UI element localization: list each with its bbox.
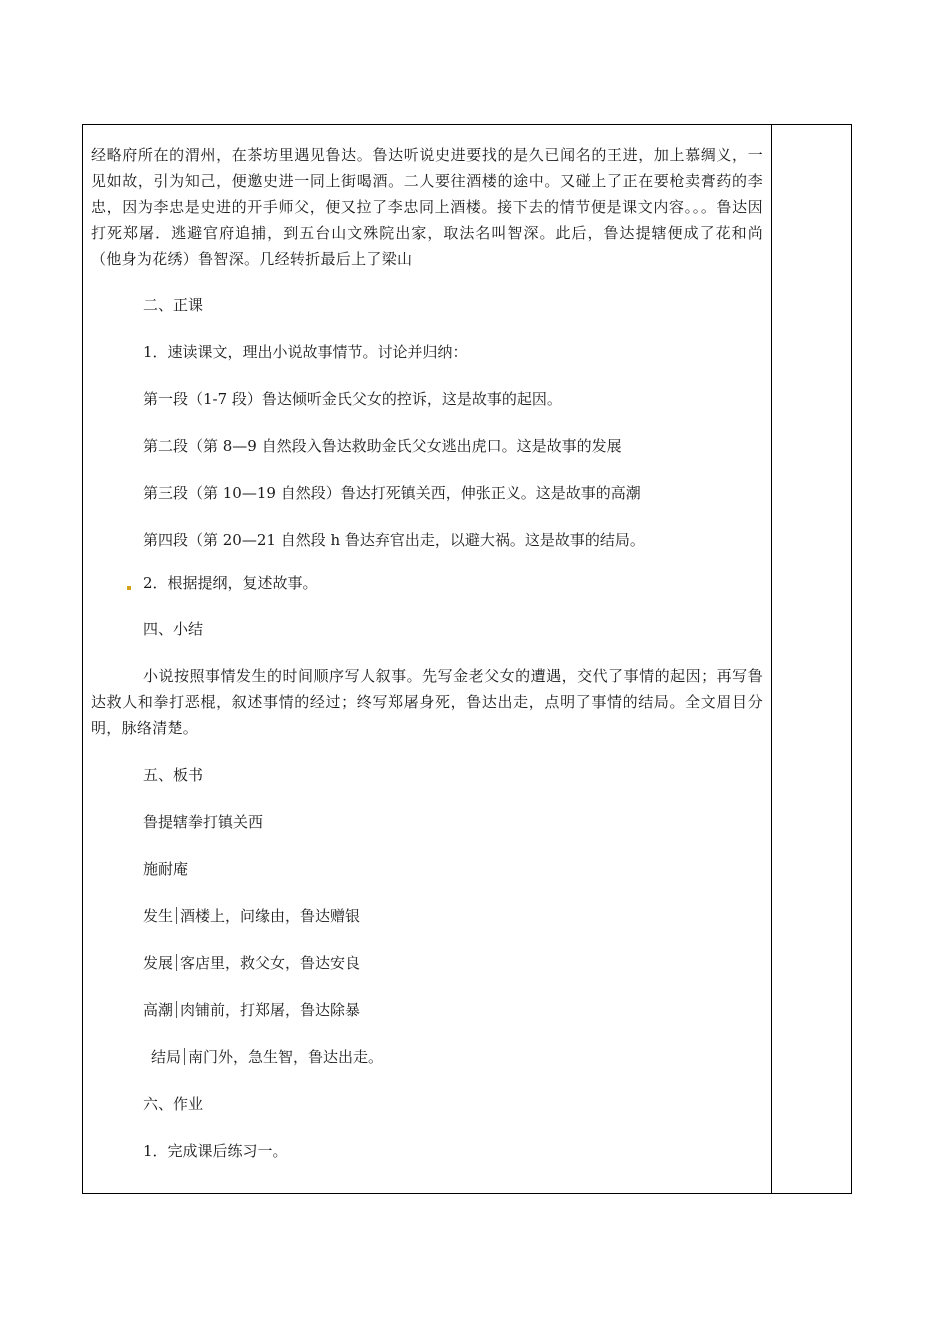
summary-paragraph: 小说按照事情发生的时间顺序写人叙事。先写金老父女的遭遇，交代了事情的起因；再写鲁达救人和拳打恶棍，叙述事情的经过；终写郑屠身死，鲁达出走，点明了事情的结局。全文眉目分明，脉络清楚。 bbox=[91, 667, 763, 737]
lesson-table bbox=[82, 124, 852, 1194]
section-title-board: 五、板书 bbox=[143, 766, 204, 784]
board-row-development bbox=[91, 950, 763, 976]
section-title-main-lesson: 二、正课 bbox=[143, 296, 204, 314]
segment-1: 第一段（1-7 段）鲁达倾听金氏父女的控诉，这是故事的起因。 bbox=[143, 390, 562, 408]
segment-4: 第四段（第 20—21 自然段 h 鲁达弃官出走，以避大祸。这是故事的结局。 bbox=[143, 531, 645, 549]
segment-2: 第二段（第 8—9 自然段入鲁达救助金氏父女逃出虎口。这是故事的发展 bbox=[143, 437, 622, 455]
section-title-summary: 四、小结 bbox=[143, 620, 204, 638]
lesson-content bbox=[91, 142, 763, 1164]
board-author: 施耐庵 bbox=[143, 860, 189, 878]
board-separator bbox=[176, 954, 177, 971]
board-row-label: 发展 bbox=[143, 954, 174, 972]
homework-1: 1．完成课后练习一。 bbox=[143, 1142, 288, 1160]
intro-paragraph: 经略府所在的渭州，在茶坊里遇见鲁达。鲁达听说史进要找的是久已闻名的王进，加上慕绸义，一见如故，引为知己，便邀史进一同上街喝酒。二人要往酒楼的途中。又碰上了正在要枪卖膏药的李忠，因为李忠是史进的开手师父，便又拉了李忠同上酒楼。接下去的情节便是课文内容。。。鲁达因打死郑屠．逃避官府追捕，到五台山文殊院出家，取法名叫智深。此后，鲁达提辖便成了花和尚（他身为花绣）鲁智深。几经转折最后上了梁山 bbox=[91, 146, 763, 268]
board-row-label: 高潮 bbox=[143, 1001, 174, 1019]
board-row-ending bbox=[91, 1044, 763, 1070]
board-row-text: 酒楼上，问缘由，鲁达赠银 bbox=[180, 907, 361, 925]
board-row-text: 南门外，急生智，鲁达出走。 bbox=[188, 1048, 384, 1066]
board-row-text: 客店里，救父女，鲁达安良 bbox=[180, 954, 361, 972]
board-separator bbox=[184, 1048, 185, 1065]
table-column-divider bbox=[771, 125, 772, 1193]
board-row-label: 发生 bbox=[143, 907, 174, 925]
board-row-climax bbox=[91, 997, 763, 1023]
margin-mark-icon bbox=[127, 586, 131, 590]
board-row-label: 结局 bbox=[151, 1048, 182, 1066]
step-2-line bbox=[91, 570, 763, 596]
section-title-homework: 六、作业 bbox=[143, 1095, 204, 1113]
board-row-text: 肉铺前，打郑屠，鲁达除暴 bbox=[180, 1001, 361, 1019]
segment-3: 第三段（第 10—19 自然段）鲁达打死镇关西，伸张正义。这是故事的高潮 bbox=[143, 484, 641, 502]
board-row-onset bbox=[91, 903, 763, 929]
board-separator bbox=[176, 907, 177, 924]
step-2-text: 2．根据提纲，复述故事。 bbox=[143, 574, 318, 592]
board-separator bbox=[176, 1001, 177, 1018]
board-title: 鲁提辖拳打镇关西 bbox=[143, 813, 264, 831]
step-1-text: 1．速读课文，理出小说故事情节。讨论并归纳： bbox=[143, 343, 468, 361]
